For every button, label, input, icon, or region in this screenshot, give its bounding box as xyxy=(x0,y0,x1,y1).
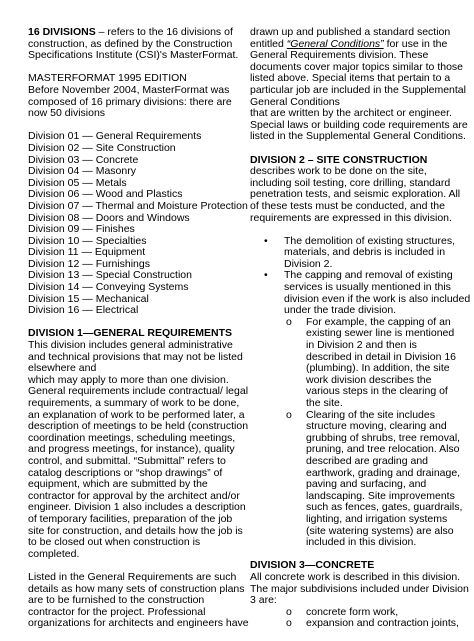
division-item: Division 12 — Furnishings xyxy=(28,257,150,270)
listed-line: organizations for architects and engineers have xyxy=(28,617,249,630)
division-item: Division 11 — Equipment xyxy=(28,246,146,259)
left-column xyxy=(28,26,249,641)
general-conditions-link[interactable]: “General Conditions” xyxy=(286,37,384,50)
division-1-section xyxy=(28,327,249,560)
sub-bullet-line: (plumbing). In addition, the site xyxy=(306,362,450,375)
bullet-line: Division 2. xyxy=(284,257,333,270)
intro-line: construction, as defined by the Construction xyxy=(28,37,233,50)
division-item: Division 05 — Metals xyxy=(28,176,127,189)
bullet-line: materials, and debris is included in xyxy=(284,246,446,259)
division-item: Division 15 — Mechanical xyxy=(28,292,149,305)
division-1-line: elsewhere and xyxy=(28,362,97,375)
intro-line: Specifications Institute (CSI)'s MasterFormat. xyxy=(28,49,239,62)
listed-paragraph xyxy=(28,570,249,630)
division-2-line: penetration tests, and seismic exploration. All xyxy=(250,188,461,201)
division-3-heading: DIVISION 3—CONCRETE xyxy=(250,559,375,572)
bullet-line: under the trade division. xyxy=(284,304,397,317)
division-3-line: The major subdivisions included under Division xyxy=(250,582,469,595)
bullet-line: division even if the work is also included xyxy=(284,292,471,305)
division-3-section xyxy=(250,559,469,607)
continuation-line: drawn up and published a standard section xyxy=(250,26,451,38)
circle-bullet-icon: o xyxy=(286,605,292,618)
sub-bullet-line: paving and surfacing, and xyxy=(306,478,427,491)
sub-bullet-line: described in detail in Division 16 xyxy=(306,350,456,363)
division-1-line: an explanation of work to be performed later, a xyxy=(28,408,245,421)
division-1-line: and progress meetings, for instance), quality xyxy=(28,443,235,456)
division-list xyxy=(28,130,248,317)
sub-bullet-line: the site. xyxy=(306,397,343,409)
division-item: Division 01 — General Requirements xyxy=(28,130,202,143)
sub-bullet-line: Clearing of the site includes xyxy=(306,408,435,421)
entitled-prefix: entitled xyxy=(250,37,287,50)
division-3-line: 3 are: xyxy=(250,594,277,607)
sub-bullet-line: various steps in the clearing of xyxy=(306,385,448,398)
masterformat-line: Before November 2004, MasterFormat was xyxy=(28,83,230,96)
bullet-line: The demolition of existing structures, xyxy=(284,234,455,247)
division-3-line: All concrete work is described in this division. xyxy=(250,570,461,583)
division-1-line: General requirements include contractual/ legal xyxy=(28,385,249,398)
sub-bullet-line: included in this division. xyxy=(306,536,417,549)
sub-bullet-item xyxy=(250,408,463,549)
listed-line: are to be furnished to the construction xyxy=(28,594,205,607)
sub-bullet-line: described are grading and xyxy=(306,454,429,467)
sub-bullet-line: For example, the capping of an xyxy=(306,315,451,328)
circle-bullet-icon: o xyxy=(286,408,292,421)
bullet-item xyxy=(250,269,471,317)
sub-bullet-line: (site watering systems) are also xyxy=(306,524,454,537)
division-item: Division 10 — Specialties xyxy=(28,234,147,247)
sub-bullet-line: structure moving, clearing and xyxy=(306,420,447,433)
division-1-line: coordination meetings, scheduling meetings, xyxy=(28,431,236,444)
division-item: Division 13 — Special Construction xyxy=(28,269,192,282)
masterformat-line: now 50 divisions xyxy=(28,107,106,120)
continuation-line: listed in the Supplemental General Conditions. xyxy=(250,130,466,143)
division-1-line: completed. xyxy=(28,547,80,560)
intro-paragraph xyxy=(28,27,240,62)
sub-bullet-item xyxy=(250,315,456,410)
listed-line: contractor for the project. Professional xyxy=(28,605,206,618)
continuation-line: General Conditions xyxy=(250,95,340,108)
general-conditions-paragraph xyxy=(250,26,468,143)
intro-term: 16 DIVISIONS xyxy=(28,26,96,38)
division-item: Division 04 — Masonry xyxy=(28,165,136,178)
sub-bullet-line: landscaping. Site improvements xyxy=(306,489,455,502)
division-1-line: This division includes general administrative xyxy=(28,339,233,352)
bullet-line: The capping and removal of existing xyxy=(284,269,453,282)
division-1-line: to be closed out when construction is xyxy=(28,536,201,549)
division-2-line: including soil testing, core drilling, standard xyxy=(250,176,451,189)
sub-bullet-line: pruning, and tree relocation. Also xyxy=(306,443,460,456)
division-item: Division 07 — Thermal and Moisture Protection xyxy=(28,199,248,212)
division-1-line: contractor for approval by the architect and/or xyxy=(28,489,240,502)
intro-line xyxy=(28,27,240,39)
listed-line: details as how many sets of construction plans xyxy=(28,582,245,595)
division-1-line: description of meetings to be held (construction xyxy=(28,420,249,433)
continuation-line: listed above. Special items that pertain to a xyxy=(250,72,451,85)
continuation-line: that are written by the architect or engineer. xyxy=(250,107,452,120)
division-1-line: which may apply to more than one division. xyxy=(28,373,229,386)
right-column xyxy=(250,26,471,630)
sub-bullet-item xyxy=(250,617,459,630)
sub-bullet-line: in Division 2 and then is xyxy=(306,339,417,352)
masterformat-paragraph xyxy=(28,73,240,119)
sub-bullet-line: earthwork, grading and drainage, xyxy=(306,466,461,479)
division-1-line: requirements, a summary of work to be done, xyxy=(28,397,240,409)
listed-line: Listed in the General Requirements are such xyxy=(28,570,237,583)
circle-bullet-icon: o xyxy=(286,315,292,328)
masterformat-line: MASTERFORMAT 1995 EDITION xyxy=(28,72,187,85)
sub-bullet-line: expansion and contraction joints, xyxy=(306,617,459,630)
division-1-heading: DIVISION 1—GENERAL REQUIREMENTS xyxy=(28,327,233,340)
sub-bullet-line: grubbing of shrubs, tree removal, xyxy=(306,431,461,444)
division-1-line: of temporary facilities, preparation of the job xyxy=(28,512,233,525)
division-1-line: site for construction, and details how the job is xyxy=(28,524,243,537)
entitled-suffix: for use in the xyxy=(383,37,448,50)
division-item: Division 14 — Conveying Systems xyxy=(28,281,189,294)
bullet-item xyxy=(250,234,455,271)
bullet-icon: • xyxy=(264,234,268,247)
continuation-line: particular job are included in the Supplemental xyxy=(250,83,466,96)
division-1-line: catalog descriptions or “shop drawings” of xyxy=(28,466,223,479)
division-1-line: engineer. Division 1 also includes a description xyxy=(28,501,246,514)
sub-bullet-line: lighting, and irrigation systems xyxy=(306,512,448,525)
division-item: Division 06 — Wood and Plastics xyxy=(28,188,183,201)
division-2-line: describes work to be done on the site, xyxy=(250,165,427,178)
continuation-line: General Requirements division. These xyxy=(250,49,429,62)
continuation-line: documents cover major topics similar to those xyxy=(250,60,463,73)
division-item: Division 08 — Doors and Windows xyxy=(28,211,190,224)
division-2-section xyxy=(250,153,461,225)
division-2-line: requirements are expressed in this division. xyxy=(250,211,452,224)
masterformat-line: composed of 16 primary divisions: there are xyxy=(28,95,232,108)
division-item: Division 02 — Site Construction xyxy=(28,141,176,154)
division-item: Division 09 — Finishes xyxy=(28,223,135,236)
division-1-line: equipment, which are submitted by the xyxy=(28,478,208,491)
sub-bullet-item xyxy=(250,607,450,619)
continuation-line: Special laws or building code requirements are xyxy=(250,118,468,131)
division-2-heading: DIVISION 2 – SITE CONSTRUCTION xyxy=(250,153,428,166)
sub-bullet-line: work division describes the xyxy=(306,373,432,386)
sub-bullet-line: existing sewer line is mentioned xyxy=(306,327,455,340)
division-2-line: of these tests must be conducted, and the xyxy=(250,199,445,212)
sub-bullet-line: such as fences, gates, guardrails, xyxy=(306,501,463,514)
division-1-line: control, and submittal. “Submittal” refers to xyxy=(28,454,226,467)
intro-rest: – refers to the 16 divisions of xyxy=(95,26,233,38)
sub-bullet-line: concrete form work, xyxy=(306,605,399,618)
division-item: Division 03 — Concrete xyxy=(28,153,139,166)
bullet-icon: • xyxy=(264,269,268,282)
circle-bullet-icon: o xyxy=(286,617,292,630)
division-1-line: and technical provisions that may not be listed xyxy=(28,350,243,363)
bullet-line: services is usually mentioned in this xyxy=(284,281,451,294)
division-item: Division 16 — Electrical xyxy=(28,304,139,317)
